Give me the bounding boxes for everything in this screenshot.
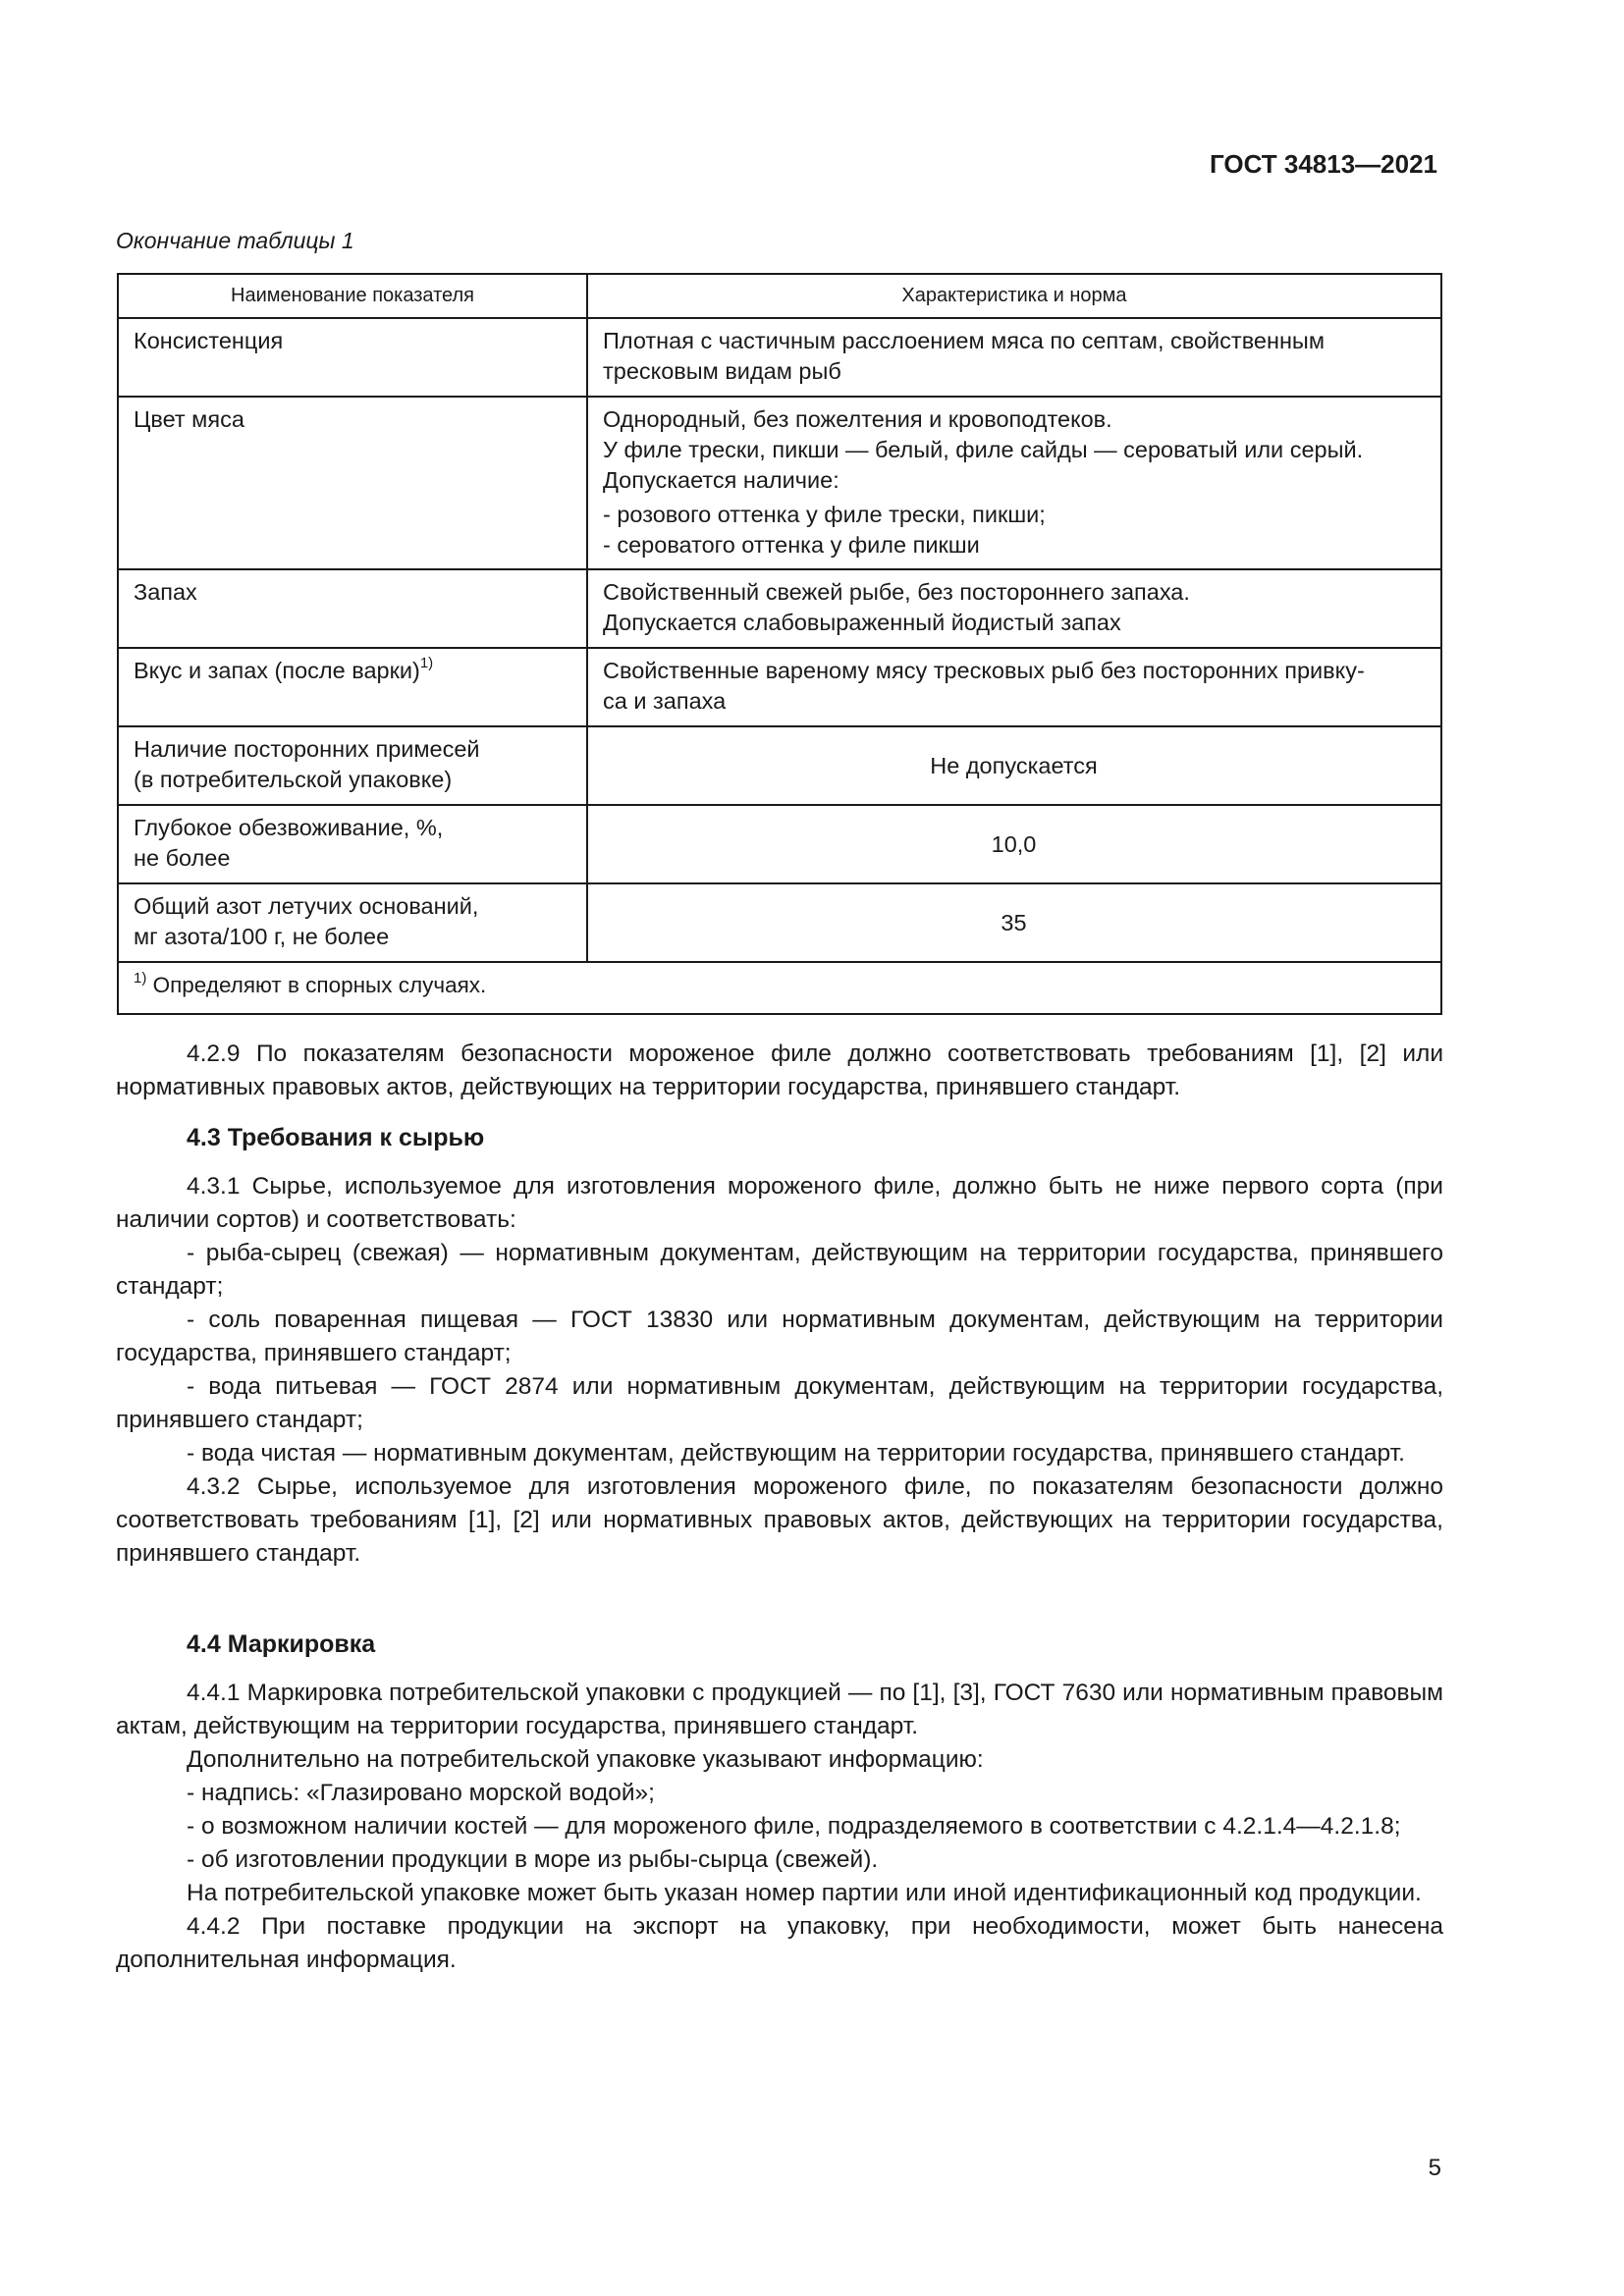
footnote-mark: 1) [134, 969, 147, 987]
list-item: - вода чистая — нормативным документам, действующим на территории государства, принявшего стандарт. [187, 1440, 1405, 1467]
section-heading: 4.4 Маркировка [187, 1630, 376, 1658]
table-caption: Окончание таблицы 1 [116, 228, 354, 253]
paragraph-4-4-2: 4.4.2 При поставке продукции на экспорт на упаковку, при необходимости, может быть нанесена дополнительная информация. [116, 1913, 1443, 1973]
cell-text: Допускается слабовыраженный йодистый запах [603, 610, 1121, 635]
cell-text: (в потребительской упаковке) [134, 767, 453, 792]
paragraph: Дополнительно на потребительской упаковке указывают информацию: [187, 1746, 984, 1773]
indicator-name [118, 397, 587, 569]
table-header-row [118, 274, 1441, 318]
indicator-name [118, 569, 587, 648]
indicator-value: 35 [587, 883, 1441, 962]
indicator-value: Не допускается [587, 726, 1441, 805]
cell-text: У филе трески, пикши — белый, филе сайды — сероватый или серый. [603, 437, 1364, 462]
table-row [118, 726, 1441, 805]
section-4-4 [116, 1628, 1443, 1977]
table-row [118, 318, 1441, 397]
section-heading: 4.3 Требования к сырью [187, 1124, 485, 1151]
paragraph-4-4-1: 4.4.1 Маркировка потребительской упаковки с продукцией — по [1], [3], ГОСТ 7630 или нормативным правовым актам, действующим на территории государства, принявшего стандарт. [116, 1680, 1443, 1739]
table-row [118, 648, 1441, 726]
paragraph-4-3-2: 4.3.2 Сырье, используемое для изготовления мороженого филе, по показателям безопасности должно соответствовать требованиям [1], [2] или нормативных правовых актов, действующих на территории государства, принявшего стандарт. [116, 1473, 1443, 1567]
table-footnote [118, 962, 1441, 1014]
cell-text: мг азота/100 г, не более [134, 924, 390, 949]
indicator-value [587, 648, 1441, 726]
list-item: - о возможном наличии костей — для мороженого филе, подразделяемого в соответствии с 4.2.1.4—4.2.1.8; [187, 1813, 1401, 1840]
cell-text: Плотная с частичным расслоением мяса по септам, свойственным [603, 328, 1325, 353]
table-row [118, 397, 1441, 569]
column-header-name: Наименование показателя [118, 274, 587, 318]
footnote-text: Определяют в спорных случаях. [146, 973, 487, 997]
cell-text: тресковым видам рыб [603, 358, 841, 384]
cell-text: Свойственный свежей рыбе, без постороннего запаха. [603, 579, 1190, 605]
cell-text: - розового оттенка у филе трески, пикши; [603, 502, 1046, 527]
list-item: - об изготовлении продукции в море из рыбы-сырца (свежей). [187, 1846, 879, 1873]
indicator-value [587, 569, 1441, 648]
cell-text: Глубокое обезвоживание, %, [134, 815, 444, 840]
indicator-name [118, 805, 587, 883]
indicator-value [587, 397, 1441, 569]
column-header-value: Характеристика и норма [587, 274, 1441, 318]
cell-text: Допускается наличие: [603, 467, 839, 493]
paragraph: На потребительской упаковке может быть указан номер партии или иной идентификационный код продукции. [187, 1880, 1422, 1906]
list-item: - надпись: «Глазировано морской водой»; [187, 1780, 655, 1806]
cell-text: - сероватого оттенка у филе пикши [603, 532, 980, 558]
list-item: - рыба-сырец (свежая) — нормативным документам, действующим на территории государства, принявшего стандарт; [116, 1240, 1443, 1300]
indicator-name [118, 883, 587, 962]
cell-text: Однородный, без пожелтения и кровоподтеков. [603, 406, 1112, 432]
cell-text: Вкус и запах (после варки) [134, 658, 420, 683]
specification-table [117, 273, 1442, 1015]
cell-text: Консистенция [134, 328, 284, 353]
cell-text: са и запаха [603, 688, 727, 714]
paragraph-4-2-9: 4.2.9 По показателям безопасности мороженое филе должно соответствовать требованиям [1], [2] или нормативных правовых актов, действующих на территории государства, принявшего стандарт. [116, 1041, 1443, 1100]
cell-text: Общий азот летучих оснований, [134, 893, 479, 919]
indicator-value: 10,0 [587, 805, 1441, 883]
cell-text: Свойственные вареному мясу тресковых рыб без посторонних привку- [603, 658, 1365, 683]
indicator-name [118, 318, 587, 397]
cell-text: не более [134, 845, 231, 871]
paragraph-4-3-1: 4.3.1 Сырье, используемое для изготовления мороженого филе, должно быть не ниже первого сорта (при наличии сортов) и соответствовать: [116, 1173, 1443, 1233]
list-item: - соль поваренная пищевая — ГОСТ 13830 или нормативным документам, действующим на территории государства, принявшего стандарт; [116, 1307, 1443, 1366]
document-code: ГОСТ 34813—2021 [1210, 149, 1437, 179]
cell-text: Запах [134, 579, 197, 605]
body-text [116, 1038, 1443, 1104]
table-row [118, 569, 1441, 648]
footnote-reference: 1) [419, 655, 434, 672]
table-row [118, 805, 1441, 883]
section-4-3 [116, 1121, 1443, 1571]
table-row [118, 883, 1441, 962]
list-item: - вода питьевая — ГОСТ 2874 или нормативным документам, действующим на территории государства, принявшего стандарт; [116, 1373, 1443, 1433]
page-number: 5 [1428, 2155, 1441, 2181]
indicator-name [118, 648, 587, 726]
table-footnote-row [118, 962, 1441, 1014]
indicator-value [587, 318, 1441, 397]
cell-text: Цвет мяса [134, 406, 244, 432]
cell-text: Наличие посторонних примесей [134, 736, 480, 762]
indicator-name [118, 726, 587, 805]
